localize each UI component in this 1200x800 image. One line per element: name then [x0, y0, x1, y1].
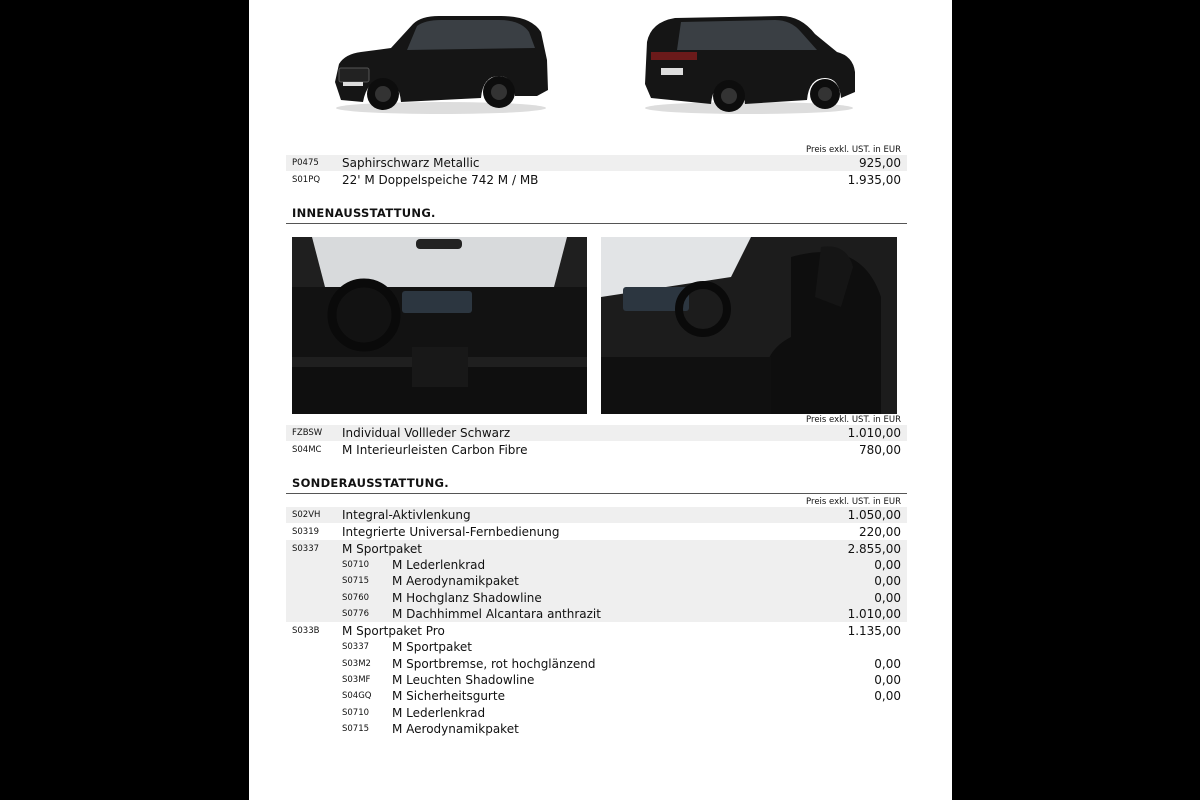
option-code: S03MF [342, 675, 371, 685]
option-label: Integrierte Universal-Fernbedienung [342, 525, 560, 539]
section-divider [286, 223, 907, 224]
car-rear-image [641, 12, 857, 116]
option-label: M Sportpaket [342, 542, 422, 556]
sub-option-row [286, 590, 907, 606]
option-row [286, 507, 907, 523]
option-price: 0,00 [874, 574, 901, 588]
sub-option-row [286, 606, 907, 622]
option-price: 1.135,00 [847, 624, 901, 638]
option-code: S0715 [342, 724, 370, 734]
interior-section-title: INNENAUSSTATTUNG. [292, 206, 436, 220]
special-section-title: SONDERAUSSTATTUNG. [292, 476, 449, 490]
sub-option-row [286, 639, 907, 655]
option-price: 0,00 [874, 673, 901, 687]
option-row [286, 623, 907, 639]
interior-dashboard-image [292, 237, 587, 414]
option-code: S02VH [292, 510, 321, 520]
option-label: M Lederlenkrad [392, 558, 486, 572]
option-price: 2.855,00 [847, 542, 901, 556]
option-code: S0319 [292, 527, 320, 537]
option-code: FZBSW [292, 428, 323, 438]
option-code: S04GQ [342, 691, 372, 701]
option-price: 0,00 [874, 689, 901, 703]
sub-option-row [286, 688, 907, 704]
sub-option-row [286, 672, 907, 688]
interior-price-header: Preis exkl. UST. in EUR [806, 415, 901, 425]
option-code: S0776 [342, 609, 370, 619]
option-row [286, 442, 907, 458]
option-price: 925,00 [859, 156, 901, 170]
option-label: Saphirschwarz Metallic [342, 156, 480, 170]
option-code: S0760 [342, 593, 370, 603]
price-header: Preis exkl. UST. in EUR [806, 145, 901, 155]
special-price-header: Preis exkl. UST. in EUR [806, 497, 901, 507]
option-label: M Hochglanz Shadowline [392, 591, 542, 605]
option-row [286, 155, 907, 171]
option-label: M Leuchten Shadowline [392, 673, 535, 687]
option-code: S01PQ [292, 175, 321, 185]
interior-seats-image [601, 237, 897, 414]
option-price: 780,00 [859, 443, 901, 457]
sub-option-row [286, 656, 907, 672]
option-row [286, 172, 907, 188]
option-row [286, 425, 907, 441]
option-row [286, 541, 907, 557]
option-price: 1.010,00 [847, 607, 901, 621]
option-price: 0,00 [874, 558, 901, 572]
option-code: S03M2 [342, 659, 371, 669]
option-code: S04MC [292, 445, 322, 455]
option-price: 220,00 [859, 525, 901, 539]
car-front-image [331, 12, 551, 116]
option-code: S0715 [342, 576, 370, 586]
option-label: M Aerodynamikpaket [392, 722, 519, 736]
option-price: 0,00 [874, 657, 901, 671]
option-label: M Sportpaket Pro [342, 624, 445, 638]
option-label: M Interieurleisten Carbon Fibre [342, 443, 528, 457]
option-code: S0710 [342, 708, 370, 718]
option-price: 1.050,00 [847, 508, 901, 522]
option-label: Individual Vollleder Schwarz [342, 426, 511, 440]
section-divider [286, 493, 907, 494]
option-label: M Aerodynamikpaket [392, 574, 519, 588]
configuration-page [249, 0, 952, 800]
option-label: 22' M Doppelspeiche 742 M / MB [342, 173, 539, 187]
option-code: S033B [292, 626, 320, 636]
option-price: 1.010,00 [847, 426, 901, 440]
sub-option-row [286, 557, 907, 573]
option-label: M Dachhimmel Alcantara anthrazit [392, 607, 601, 621]
option-label: M Lederlenkrad [392, 706, 486, 720]
option-label: M Sportpaket [392, 640, 472, 654]
sub-option-row [286, 573, 907, 589]
sub-option-row [286, 705, 907, 721]
option-code: S0710 [342, 560, 370, 570]
option-label: Integral-Aktivlenkung [342, 508, 471, 522]
option-code: S0337 [292, 544, 320, 554]
option-label: M Sicherheitsgurte [392, 689, 505, 703]
option-code: S0337 [342, 642, 370, 652]
option-row [286, 524, 907, 540]
option-label: M Sportbremse, rot hochglänzend [392, 657, 596, 671]
sub-option-row [286, 721, 907, 737]
option-code: P0475 [292, 158, 319, 168]
option-price: 1.935,00 [847, 173, 901, 187]
option-price: 0,00 [874, 591, 901, 605]
